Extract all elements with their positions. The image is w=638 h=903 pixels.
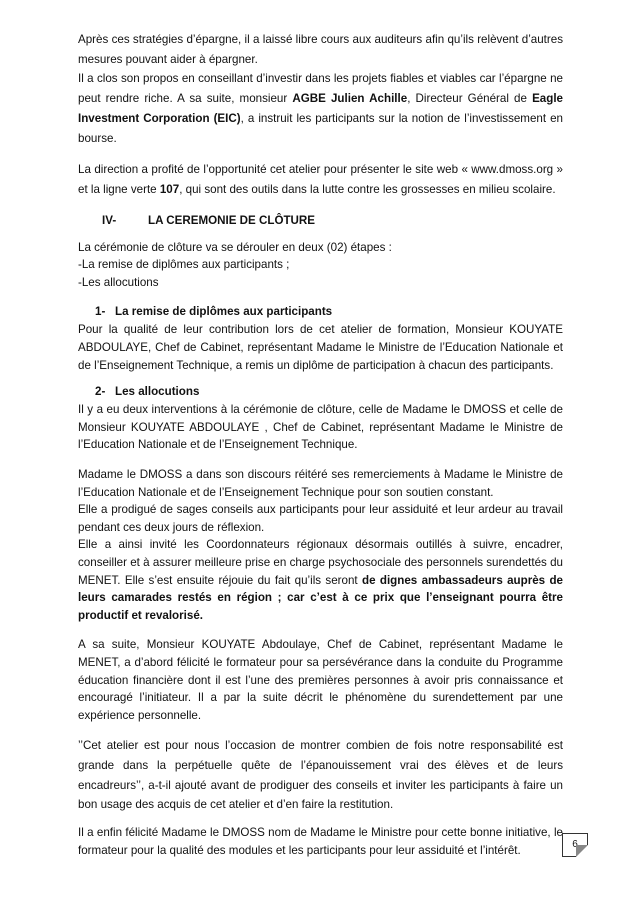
paragraph-dmoss-site: La direction a profité de l’opportunité cet atelier pour présenter le site web « www.dmoss.org » et la ligne verte 107, qui sont des outils dans la lutte contre les grossesses en milieu scolaire. <box>78 163 563 196</box>
section-number: IV- <box>102 213 117 227</box>
paragraph-felicitations: Il a enfin félicité Madame le DMOSS nom de Madame le Ministre pour cette bonne initiative, le formateur pour la qualité des modules et les participants pour leur assiduité et l’intérêt. <box>78 826 563 857</box>
paragraph-epargne: Après ces stratégies d’épargne, il a laissé libre cours aux auditeurs afin qu’ils relèvent d’autres mesures pouvant aider à épargner. <box>78 33 563 66</box>
ceremony-step-1: -La remise de diplômes aux participants ; <box>78 258 290 272</box>
subsection-heading-diplomes: 1- La remise de diplômes aux participants <box>95 305 333 319</box>
company-name: Eagle Investment Corporation (EIC) <box>78 92 563 125</box>
paragraph-dmoss-discours: Madame le DMOSS a dans son discours réitéré ses remerciements à Madame le Ministre de l’Education Nationale et de l’Enseignement Technique pour son soutien constant. <box>78 467 563 499</box>
section-title: LA CEREMONIE DE CLÔTURE <box>148 213 316 227</box>
paragraph-diplomes: Pour la qualité de leur contribution lors de cet atelier de formation, Monsieur KOUYATE ABDOULAYE, Chef de Cabinet, représentant Madame le Ministre de l’Education Nationale et de l’Enseignement Technique, a remis un diplôme de participation à chacun des participants. <box>78 323 563 372</box>
paragraph-conseils: Elle a prodigué de sages conseils aux participants pour leur assiduité et leur ardeur au travail pendant ces deux jours de réflexion. <box>78 503 563 534</box>
page-number: 6 <box>572 839 578 850</box>
document-page <box>78 30 563 859</box>
ambassadeurs-emphasis: de dignes ambassadeurs auprès de leurs camarades restés en région ; car c’est à ce prix que l’enseignant pourra être productif et revalorisé. <box>78 573 564 622</box>
paragraph-allocutions: Il y a eu deux interventions à la cérémonie de clôture, celle de Madame le DMOSS et celle de Monsieur KOUYATE ABDOULAYE , Chef de Cabinet, représentant Madame le Ministre de l’Education Nationale et de l’Enseignement Technique. <box>78 403 563 452</box>
page-number-box <box>562 833 588 857</box>
paragraph-investissement: Il a clos son propos en conseillant d’investir dans les projets fiables et viables car l’épargne ne peut rendre riche. A sa suite, monsieur AGBE Julien Achille, Directeur Général de Eagle Investment Corporation (EIC), a instruit les participants sur la notion de l’investissement en bourse. <box>78 72 563 145</box>
speaker-name: AGBE Julien Achille <box>292 92 408 106</box>
page-corner-fold-icon <box>576 845 588 857</box>
subsection-heading-allocutions: 2- Les allocutions <box>95 385 200 399</box>
ceremony-intro-line: La cérémonie de clôture va se dérouler en deux (02) étapes : <box>78 240 392 254</box>
paragraph-citation: ’’Cet atelier est pour nous l’occasion de montrer combien de fois notre responsabilité est grande dans la perpétuelle quête de l’épanouissement vrai des élèves et de leurs encadreurs’’, a-t-il ajouté avant de prodiguer des conseils et inviter les participants à faire un bon usage des acquis de cet atelier et d’en faire la restitution. <box>78 739 563 812</box>
paragraph-coordonnateurs: Elle a ainsi invité les Coordonnateurs régionaux désormais outillés à suivre, encadrer, conseiller et à assurer meilleure prise en charge psychosociale des personnels surendettés du MENET. Elle s’est ensuite réjouie du fait qu’ils seront de dignes ambassadeurs auprès de leurs camarades restés en région ; car c’est à ce prix que l’enseignant pourra être productif et revalorisé. <box>78 538 564 622</box>
section-heading-ceremonie <box>78 212 563 230</box>
ceremony-step-2: -Les allocutions <box>78 275 159 289</box>
paragraph-chef-cabinet: A sa suite, Monsieur KOUYATE Abdoulaye, Chef de Cabinet, représentant Madame le MENET, a d’abord félicité le formateur pour sa persévérance dans la conduite du Programme éducation financière dont il est l’une des premières personnes à avoir pris connaissance et encouragé l’initiateur. Il a par la suite décrit le phénomène du surendettement par une expérience personnelle. <box>78 638 563 722</box>
green-line-number: 107 <box>159 182 180 196</box>
